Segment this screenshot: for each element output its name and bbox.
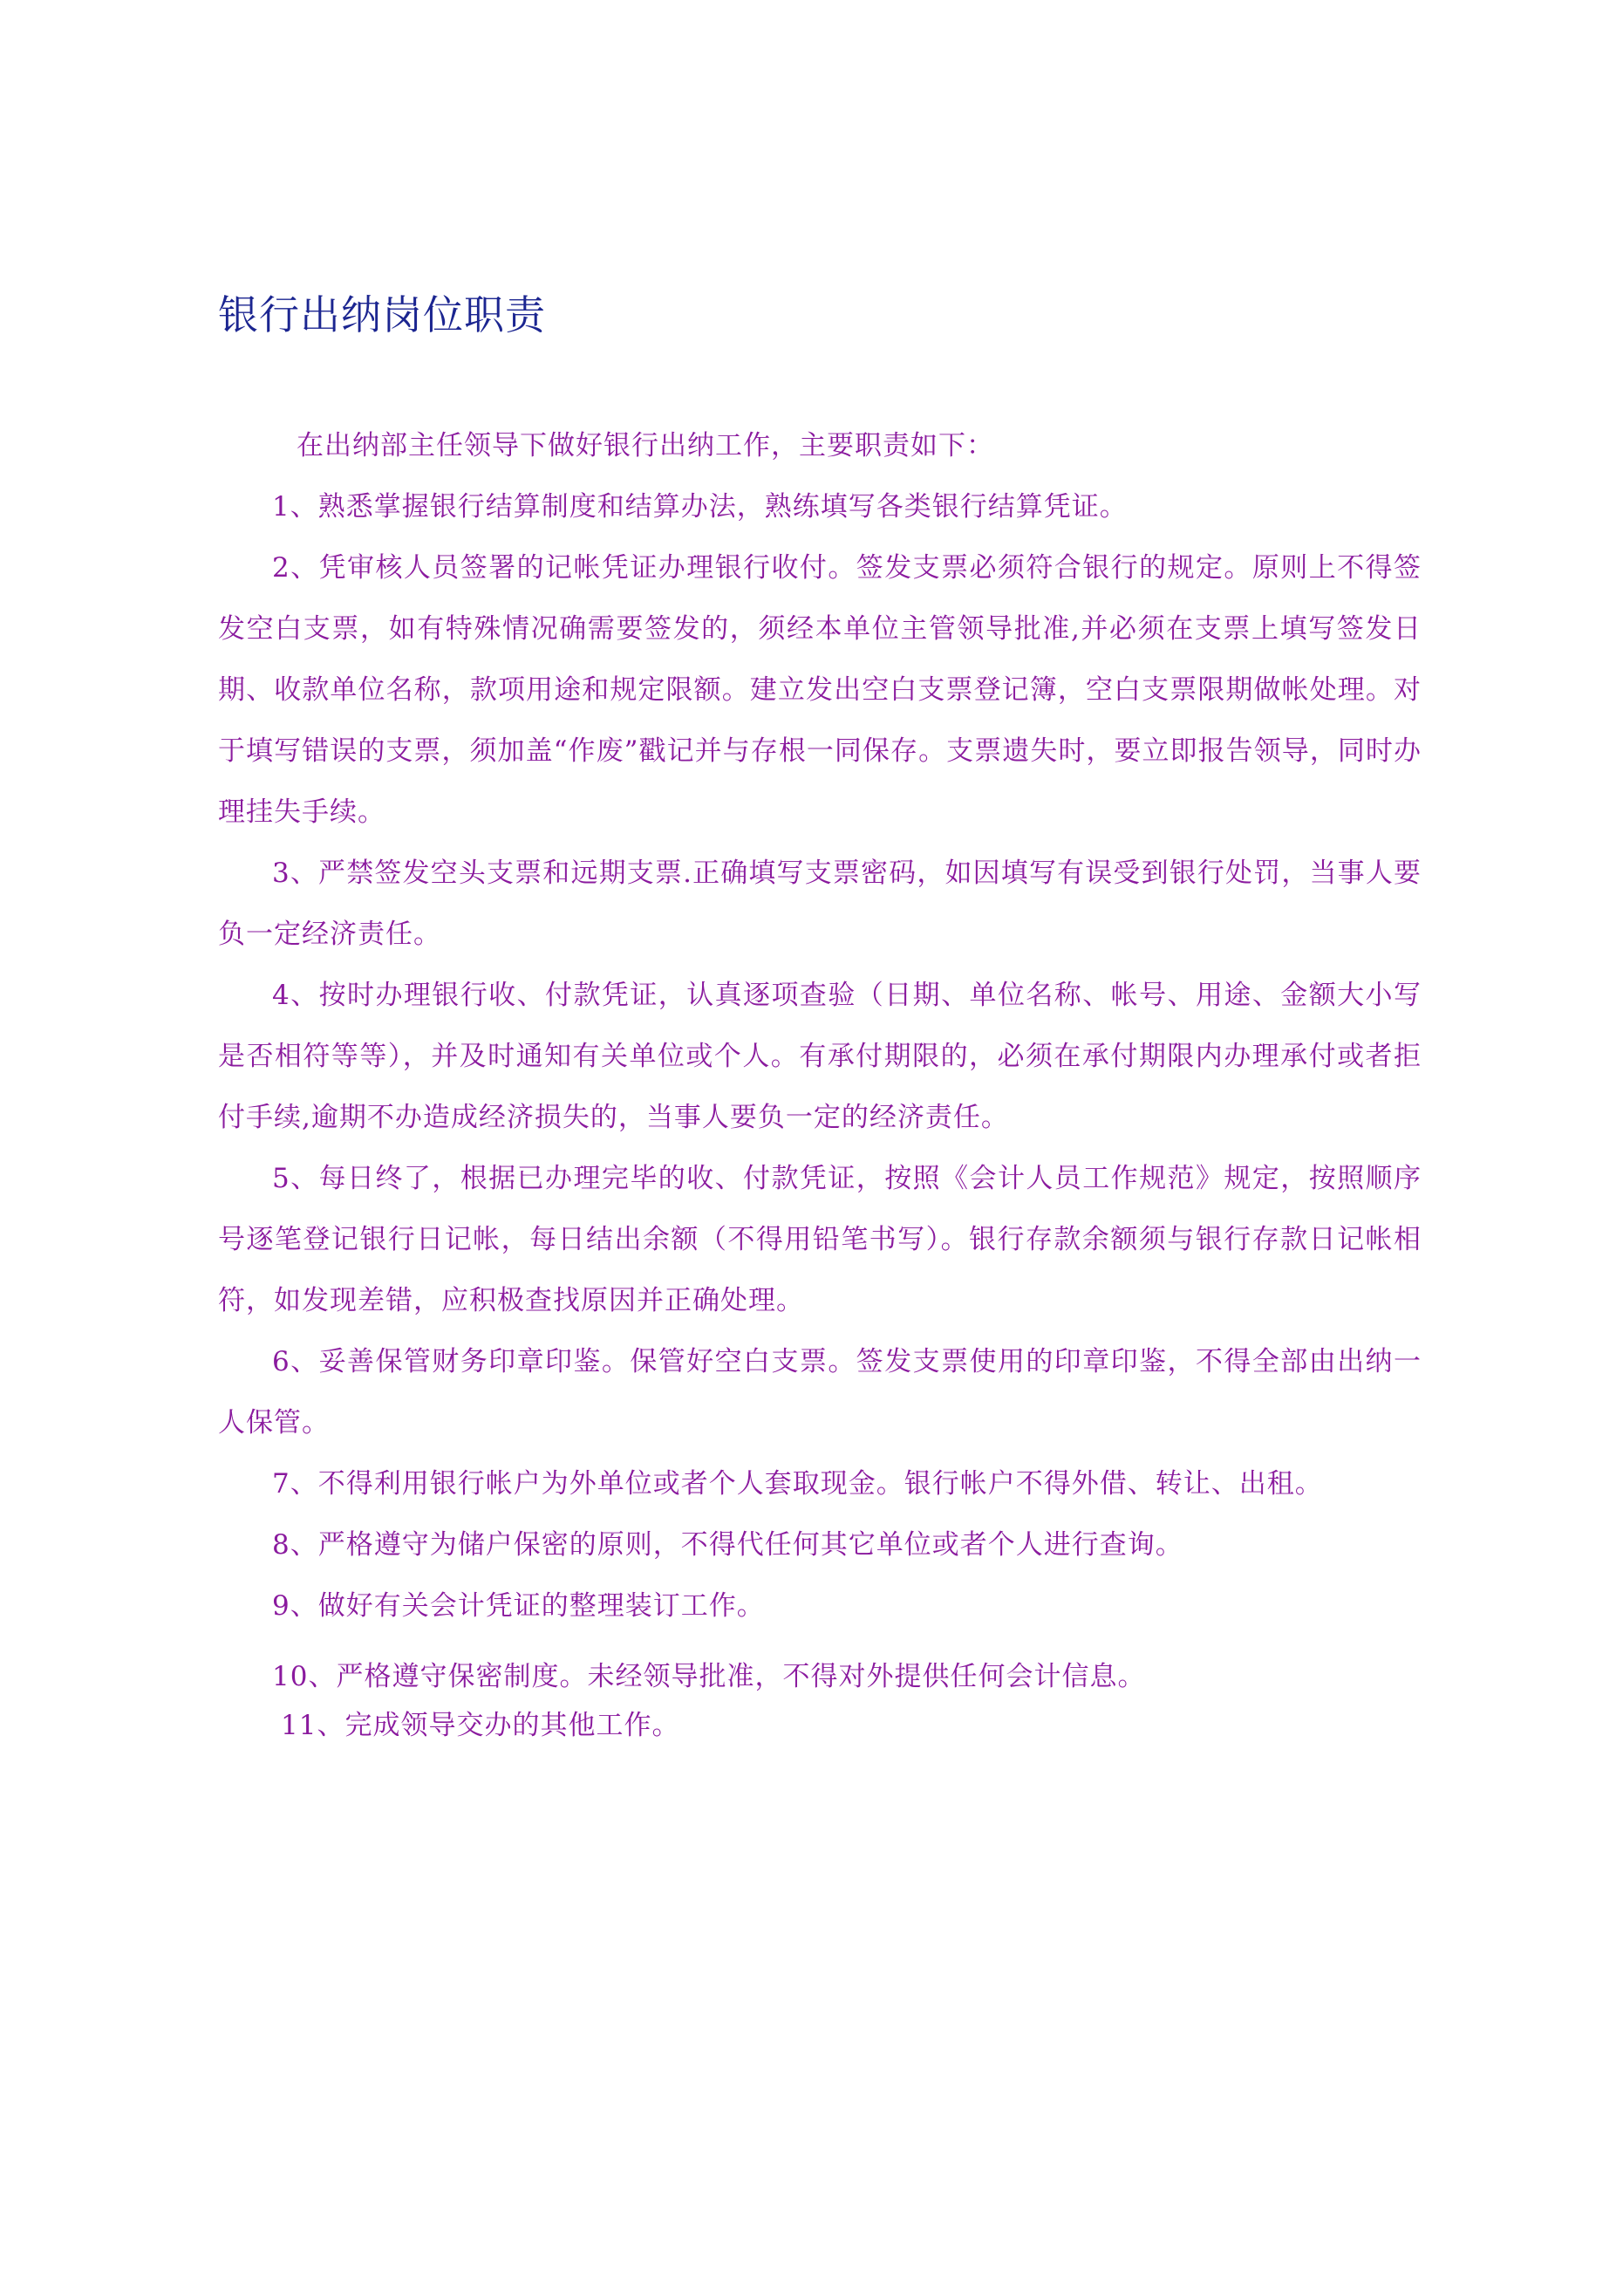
duty-item-5: 5、每日终了，根据已办理完毕的收、付款凭证，按照《会计人员工作规范》规定，按照顺序号逐笔登记银行日记帐，每日结出余额（不得用铅笔书写）。银行存款余额须与银行存款日记帐相符，如发现差错，应积极查找原因并正确处理。 xyxy=(218,1163,1422,1316)
duty-item-9: 9、做好有关会计凭证的整理装订工作。 xyxy=(272,1590,765,1622)
duty-item-1: 1、熟悉掌握银行结算制度和结算办法，熟练填写各类银行结算凭证。 xyxy=(272,491,1128,523)
document-body xyxy=(218,415,1422,1750)
duty-item-7: 7、不得利用银行帐户为外单位或者个人套取现金。银行帐户不得外借、转让、出租。 xyxy=(272,1468,1323,1500)
duty-item-11: 11、完成领导交办的其他工作。 xyxy=(281,1710,680,1741)
page-title: 银行出纳岗位职责 xyxy=(218,291,546,338)
duty-item-6: 6、妥善保管财务印章印鉴。保管好空白支票。签发支票使用的印章印鉴，不得全部由出纳一人保管。 xyxy=(218,1346,1422,1438)
duty-item-4: 4、按时办理银行收、付款凭证，认真逐项查验（日期、单位名称、帐号、用途、金额大小写是否相符等等），并及时通知有关单位或个人。有承付期限的，必须在承付期限内办理承付或者拒付手续,逾期不办造成经济损失的，当事人要负一定的经济责任。 xyxy=(218,980,1422,1133)
duty-item-8: 8、严格遵守为储户保密的原则，不得代任何其它单位或者个人进行查询。 xyxy=(272,1529,1183,1561)
duty-item-3: 3、严禁签发空头支票和远期支票.正确填写支票密码，如因填写有误受到银行处罚，当事人要负一定经济责任。 xyxy=(218,858,1422,950)
duty-item-2: 2、凭审核人员签署的记帐凭证办理银行收付。签发支票必须符合银行的规定。原则上不得签发空白支票，如有特殊情况确需要签发的，须经本单位主管领导批准,并必须在支票上填写签发日期、收款单位名称，款项用途和规定限额。建立发出空白支票登记簿，空白支票限期做帐处理。对于填写错误的支票，须加盖“作废”戳记并与存根一同保存。支票遗失时，要立即报告领导，同时办理挂失手续。 xyxy=(218,552,1422,828)
intro-paragraph: 在出纳部主任领导下做好银行出纳工作，主要职责如下： xyxy=(297,430,994,461)
duty-item-10: 10、严格遵守保密制度。未经领导批准，不得对外提供任何会计信息。 xyxy=(272,1661,1146,1692)
